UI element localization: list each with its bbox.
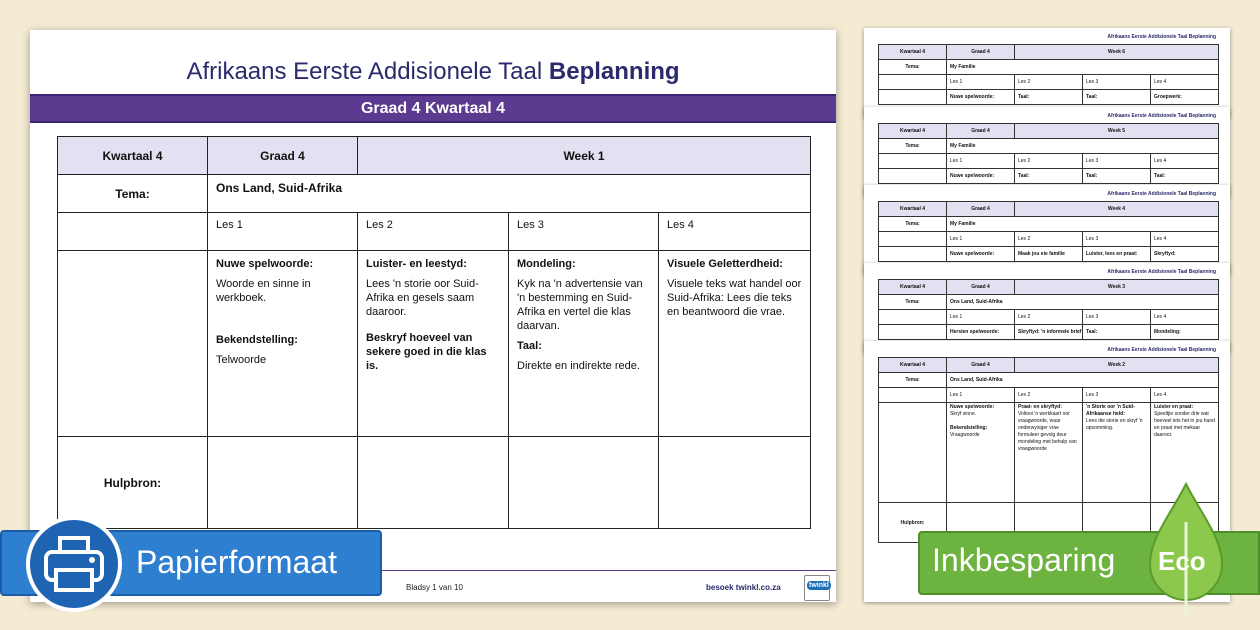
theme-row bbox=[58, 175, 811, 213]
thumb-title: Afrikaans Eerste Addisionele Taal Beplanning bbox=[1107, 113, 1216, 119]
thumb-cell: Nuwe spelwoorde: bbox=[947, 90, 1015, 105]
les3-heading: Mondeling: bbox=[517, 258, 576, 270]
les2-heading: Luister- en leestyd: bbox=[366, 258, 467, 270]
thumb-cell: Les 4 bbox=[1151, 388, 1219, 403]
thumb-table bbox=[878, 44, 1219, 105]
thumb-cell: Kwartaal 4 bbox=[879, 280, 947, 295]
header-term: Kwartaal 4 bbox=[58, 137, 208, 175]
thumb-cell: Week 5 bbox=[1015, 124, 1219, 139]
thumb-cell: My Familie bbox=[947, 139, 1219, 154]
thumbnail-week-4 bbox=[864, 185, 1230, 275]
thumb-cell: Les 2 bbox=[1015, 388, 1083, 403]
thumb-cell: Taal: bbox=[1083, 325, 1151, 340]
resources-label: Hulpbron: bbox=[58, 437, 208, 529]
thumb-cell: My Familie bbox=[947, 60, 1219, 75]
les2-text: Lees 'n storie oor Suid-Afrika en gesels saam daaroor. bbox=[366, 278, 479, 318]
les1-text: Woorde en sinne in werkboek. bbox=[216, 278, 311, 304]
page-number: Bladsy 1 van 10 bbox=[406, 583, 463, 592]
thumbnail-week-6 bbox=[864, 28, 1230, 118]
thumb-table bbox=[878, 201, 1219, 262]
ink-saving-label: Inkbesparing bbox=[932, 542, 1116, 578]
resources-cell-1 bbox=[208, 437, 358, 529]
theme-value: Ons Land, Suid-Afrika bbox=[208, 175, 811, 213]
thumb-cell: Week 3 bbox=[1015, 280, 1219, 295]
thumb-cell: Maak jou eie familie bbox=[1015, 247, 1083, 262]
planning-table bbox=[57, 136, 811, 529]
thumb-cell: Tema: bbox=[879, 139, 947, 154]
thumb-cell: Tema: bbox=[879, 60, 947, 75]
thumb-cell: Les 1 bbox=[947, 154, 1015, 169]
thumb-cell: Les 1 bbox=[947, 75, 1015, 90]
lesson-3-content bbox=[509, 251, 659, 437]
twinkl-logo: twinkl bbox=[804, 575, 830, 601]
les4-heading: Visuele Geletterdheid: bbox=[667, 258, 783, 270]
thumb-cell: Hulpbron: bbox=[879, 503, 947, 543]
thumb-title: Afrikaans Eerste Addisionele Taal Beplanning bbox=[1107, 191, 1216, 197]
printer-icon bbox=[30, 520, 118, 608]
thumb-cell: Graad 4 bbox=[947, 124, 1015, 139]
thumb-cell: Tema: bbox=[879, 373, 947, 388]
thumb-cell: Les 4 bbox=[1151, 232, 1219, 247]
thumb-cell: Kwartaal 4 bbox=[879, 358, 947, 373]
thumb-cell: Graad 4 bbox=[947, 202, 1015, 217]
thumb-cell: Les 4 bbox=[1151, 154, 1219, 169]
les1-text-2: Telwoorde bbox=[216, 354, 267, 366]
thumb-cell: Les 2 bbox=[1015, 154, 1083, 169]
thumb-cell: Taal: bbox=[1015, 169, 1083, 184]
thumb-title: Afrikaans Eerste Addisionele Taal Beplanning bbox=[1107, 347, 1216, 353]
lesson-4-header: Les 4 bbox=[659, 213, 811, 251]
thumb-cell: Tema: bbox=[879, 217, 947, 232]
les3-heading-2: Taal: bbox=[517, 340, 542, 352]
lesson-1-header: Les 1 bbox=[208, 213, 358, 251]
thumbnail-week-5 bbox=[864, 107, 1230, 197]
table-header-row bbox=[58, 137, 811, 175]
thumb-cell: Les 3 bbox=[1083, 154, 1151, 169]
thumb-cell: Taal: bbox=[1083, 90, 1151, 105]
header-grade: Graad 4 bbox=[208, 137, 358, 175]
thumb-cell: Taal: bbox=[1151, 169, 1219, 184]
header-week: Week 1 bbox=[358, 137, 811, 175]
thumb-cell: Week 4 bbox=[1015, 202, 1219, 217]
les1-heading: Nuwe spelwoorde: bbox=[216, 258, 314, 270]
thumb-cell: Taal: bbox=[1083, 169, 1151, 184]
thumb-cell: Les 1 bbox=[947, 310, 1015, 325]
thumb-cell: Kwartaal 4 bbox=[879, 124, 947, 139]
eco-label: Eco bbox=[1158, 546, 1206, 576]
lesson-2-header: Les 2 bbox=[358, 213, 509, 251]
les3-text-2: Direkte en indirekte rede. bbox=[517, 360, 640, 372]
lesson-2-content bbox=[358, 251, 509, 437]
paper-format-label: Papierformaat bbox=[136, 544, 337, 580]
thumb-cell: Les 1 bbox=[947, 388, 1015, 403]
thumb-cell: Les 3 bbox=[1083, 75, 1151, 90]
thumb-cell: Kwartaal 4 bbox=[879, 202, 947, 217]
page-title bbox=[30, 58, 836, 86]
resources-cell-4 bbox=[659, 437, 811, 529]
thumb-cell: Week 2 bbox=[1015, 358, 1219, 373]
resources-row bbox=[58, 437, 811, 529]
thumb-cell: Les 4 bbox=[1151, 75, 1219, 90]
thumb-cell: Taal: bbox=[1015, 90, 1083, 105]
thumb-cell: Les 3 bbox=[1083, 310, 1151, 325]
thumb-cell: Graad 4 bbox=[947, 358, 1015, 373]
thumb-table bbox=[878, 123, 1219, 184]
thumb-cell: Skryftyd: 'n informele brief bbox=[1015, 325, 1083, 340]
les3-text: Kyk na 'n advertensie van 'n bestemming en Suid-Afrika en vertel die klas daarvan. bbox=[517, 278, 643, 332]
thumb-cell: Luister en praat: Speeltjie sonder drie wat hoeveel iets het in jou hand en praat met mekaar daaroor. bbox=[1151, 403, 1219, 503]
thumbnail-week-3 bbox=[864, 263, 1230, 353]
les2-heading-2: Beskryf hoeveel van sekere goed in die klas is. bbox=[366, 332, 487, 372]
thumb-cell: Ons Land, Suid-Afrika bbox=[947, 373, 1219, 388]
thumb-cell: 'n Storie oor 'n Suid-Afrikaanse held: Lees die storie en skryf 'n opsomming. bbox=[1083, 403, 1151, 503]
thumb-cell: My Familie bbox=[947, 217, 1219, 232]
thumb-cell: Les 2 bbox=[1015, 310, 1083, 325]
thumb-title: Afrikaans Eerste Addisionele Taal Beplanning bbox=[1107, 269, 1216, 275]
thumb-table bbox=[878, 279, 1219, 340]
thumb-cell: Groepwerk: bbox=[1151, 90, 1219, 105]
thumb-cell: Hersien spelwoorde: bbox=[947, 325, 1015, 340]
lessons-row bbox=[58, 213, 811, 251]
printer-icon-circle bbox=[26, 516, 122, 612]
les4-text: Visuele teks wat handel oor Suid-Afrika: Lees die teks en beantwoord die vrae. bbox=[667, 278, 802, 318]
thumb-cell: Nuwe spelwoorde: bbox=[947, 169, 1015, 184]
thumb-cell: Les 2 bbox=[1015, 75, 1083, 90]
les1-heading-2: Bekendstelling: bbox=[216, 334, 298, 346]
thumb-cell: Graad 4 bbox=[947, 45, 1015, 60]
lesson-3-header: Les 3 bbox=[509, 213, 659, 251]
content-blank bbox=[58, 251, 208, 437]
theme-label: Tema: bbox=[58, 175, 208, 213]
title-regular: Afrikaans Eerste Addisionele Taal bbox=[186, 58, 543, 85]
resources-cell-3 bbox=[509, 437, 659, 529]
thumb-cell: Tema: bbox=[879, 295, 947, 310]
thumb-cell: Les 2 bbox=[1015, 232, 1083, 247]
lesson-1-content bbox=[208, 251, 358, 437]
lessons-blank bbox=[58, 213, 208, 251]
thumb-cell: Luister, lees en praat: bbox=[1083, 247, 1151, 262]
thumb-cell: Mondeling: bbox=[1151, 325, 1219, 340]
lesson-4-content bbox=[659, 251, 811, 437]
footer-link[interactable]: besoek twinkl.co.za bbox=[706, 583, 781, 592]
thumb-cell: Les 1 bbox=[947, 232, 1015, 247]
thumb-cell: Week 6 bbox=[1015, 45, 1219, 60]
thumb-cell: Kwartaal 4 bbox=[879, 45, 947, 60]
title-bold: Beplanning bbox=[548, 58, 680, 85]
thumb-cell: Graad 4 bbox=[947, 280, 1015, 295]
lesson-content-row bbox=[58, 251, 811, 437]
thumb-cell: Les 3 bbox=[1083, 388, 1151, 403]
thumb-cell: Praat- en skryftyd: Voltooi 'n werkkaart oor vraagwoorde, waar onderwysiger vrae formuleer gevolg deur mondeling met behulp van vraagwoorde bbox=[1015, 403, 1083, 503]
resources-cell-2 bbox=[358, 437, 509, 529]
thumb-title: Afrikaans Eerste Addisionele Taal Beplanning bbox=[1107, 34, 1216, 40]
thumb-cell: Les 3 bbox=[1083, 232, 1151, 247]
grade-term-banner: Graad 4 Kwartaal 4 bbox=[30, 94, 836, 123]
thumb-cell: Nuwe spelwoorde: bbox=[947, 247, 1015, 262]
thumb-cell: Nuwe spelwoorde: Skryf sinne. Bekendstelling: Vraagwoorde bbox=[947, 403, 1015, 503]
main-planning-sheet bbox=[30, 30, 836, 602]
thumb-cell: Ons Land, Suid-Afrika bbox=[947, 295, 1219, 310]
thumb-cell: Skryftyd: bbox=[1151, 247, 1219, 262]
thumb-cell: Les 4 bbox=[1151, 310, 1219, 325]
